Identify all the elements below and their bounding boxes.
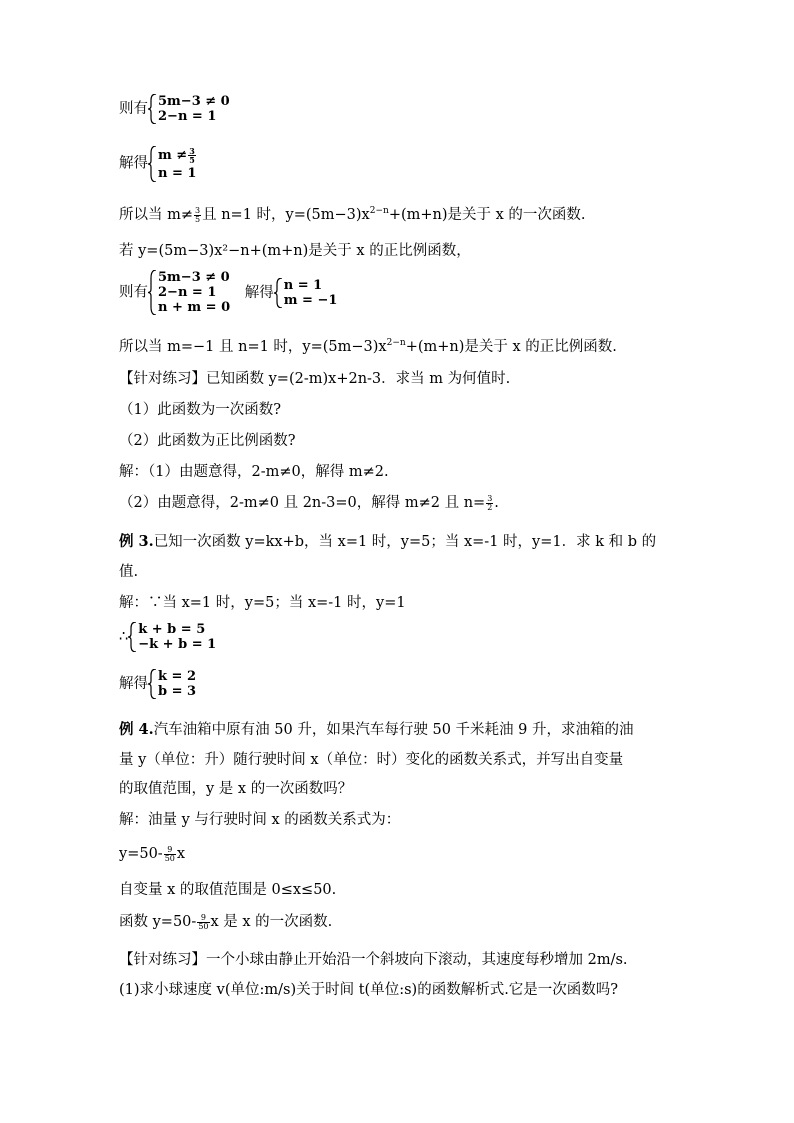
brace-icon: [148, 94, 157, 124]
equation-row: 2−n = 1: [158, 285, 217, 300]
equation-row: 5m−3 ≠ 0: [158, 270, 230, 285]
system-equation-2: [119, 270, 337, 315]
math-text: m ≠: [158, 148, 188, 163]
denominator: 5: [189, 155, 195, 165]
denominator: 5: [195, 214, 201, 224]
system-equation-1: [119, 94, 230, 124]
text: 且 n=1 时，y=(5m−3)x: [202, 207, 370, 223]
text-prefix: 解得: [244, 284, 274, 301]
question-1: (1)求小球速度 v(单位:m/s)关于时间 t(单位:s)的函数解析式.它是一次函数吗?: [119, 982, 619, 998]
fraction: [197, 914, 209, 931]
equation-system: [148, 94, 230, 124]
system-equation-3: [119, 622, 216, 652]
denominator: 2: [487, 502, 493, 512]
example-4: [119, 720, 633, 740]
exponent: 2−n: [386, 338, 406, 348]
paragraph-line: 的取值范围，y 是 x 的一次函数吗？: [119, 781, 353, 797]
exponent: 2−n: [369, 206, 389, 216]
equation-row: k + b = 5: [138, 622, 206, 637]
equation-row: 5m−3 ≠ 0: [158, 94, 230, 109]
text: 所以当 m≠: [119, 207, 194, 223]
equation-row: 2−n = 1: [158, 109, 217, 124]
example-label: 例 4.: [119, 721, 154, 738]
equation-system: [148, 270, 230, 315]
answer-2: [119, 493, 499, 513]
equation-row: n = 1: [283, 277, 323, 293]
question-1: （1）此函数为一次函数?: [119, 402, 281, 418]
equation-row: −k + b = 1: [138, 637, 217, 652]
therefore-symbol: ∴: [119, 629, 129, 645]
numerator: 3: [487, 493, 493, 503]
paragraph-line: 量 y（单位：升）随行驶时间 x（单位：时）变化的函数关系式，并写出自变量: [119, 752, 624, 768]
fraction: [164, 846, 176, 863]
paragraph-line: [119, 912, 332, 932]
numerator: 3: [195, 205, 201, 215]
text: y=50-: [119, 846, 163, 862]
fraction: [194, 207, 201, 224]
text-prefix: 则有: [119, 101, 148, 117]
text: +(m+n)是关于 x 的正比例函数.: [405, 339, 617, 355]
brace-icon: [148, 270, 157, 315]
text-prefix: 则有: [119, 284, 148, 301]
example-label: 例 3.: [119, 533, 154, 550]
text: 所以当 m=−1 且 n=1 时，y=(5m−3)x: [119, 339, 387, 355]
example-3: [119, 532, 656, 552]
text: 函数 y=50-: [119, 914, 197, 930]
brace-icon: [148, 669, 157, 699]
denominator: 50: [164, 853, 175, 863]
paragraph-line: [119, 337, 617, 357]
text: x 是 x 的一次函数.: [210, 914, 333, 930]
equation-system: [274, 278, 338, 308]
numerator: 9: [164, 846, 176, 855]
text: （2）由题意得，2-m≠0 且 2n-3=0，解得 m≠2 且 n=: [119, 495, 486, 511]
paragraph-line: 若 y=(5m−3)x²−n+(m+n)是关于 x 的正比例函数，: [119, 243, 471, 259]
fraction: [188, 147, 196, 164]
brace-icon: [274, 278, 283, 308]
equation-row: [158, 146, 197, 166]
system-solution-1: [119, 146, 197, 181]
question-2: （2）此函数为正比例函数?: [119, 433, 296, 449]
paragraph-line: 值.: [119, 564, 139, 580]
text-prefix: 解得: [119, 155, 148, 172]
numerator: 3: [189, 146, 195, 156]
equation-system: [128, 622, 216, 652]
equation-row: m = −1: [283, 292, 338, 308]
equation-row: k = 2: [158, 669, 196, 684]
text-prefix: 解得: [119, 676, 148, 692]
equation-system: [148, 669, 196, 699]
denominator: 50: [198, 921, 209, 931]
equation-row: n = 1: [158, 166, 197, 181]
brace-icon: [148, 146, 157, 182]
answer-1: 解：（1）由题意得，2-m≠0，解得 m≠2.: [119, 464, 389, 480]
paragraph-line: 自变量 x 的取值范围是 0≤x≤50.: [119, 882, 337, 898]
equation-row: b = 3: [158, 684, 197, 699]
text: x: [176, 846, 186, 862]
text: +(m+n)是关于 x 的一次函数.: [388, 207, 586, 223]
equation-row: n + m = 0: [158, 300, 231, 315]
exercise-heading: 【针对练习】已知函数 y=(2-m)x+2n-3．求当 m 为何值时.: [119, 371, 511, 387]
paragraph-line: 解：油量 y 与行驶时间 x 的函数关系式为：: [119, 812, 401, 828]
text: 已知一次函数 y=kx+b，当 x=1 时，y=5；当 x=-1 时，y=1．求 k 和 b 的: [153, 534, 657, 550]
numerator: 9: [197, 914, 209, 923]
brace-icon: [128, 622, 137, 652]
paragraph-line: [119, 205, 586, 225]
equation-system: [148, 146, 197, 181]
formula-line: [119, 844, 185, 864]
text: 汽车油箱中原有油 50 升，如果汽车每行驶 50 千米耗油 9 升，求油箱的油: [153, 722, 634, 738]
text: .: [494, 495, 499, 511]
exercise-heading: 【针对练习】一个小球由静止开始沿一个斜坡向下滚动，其速度每秒增加 2m/s.: [119, 952, 628, 968]
fraction: [486, 495, 493, 512]
paragraph-line: 解：∵当 x=1 时，y=5；当 x=-1 时，y=1: [119, 595, 406, 611]
system-solution-3: [119, 669, 196, 699]
